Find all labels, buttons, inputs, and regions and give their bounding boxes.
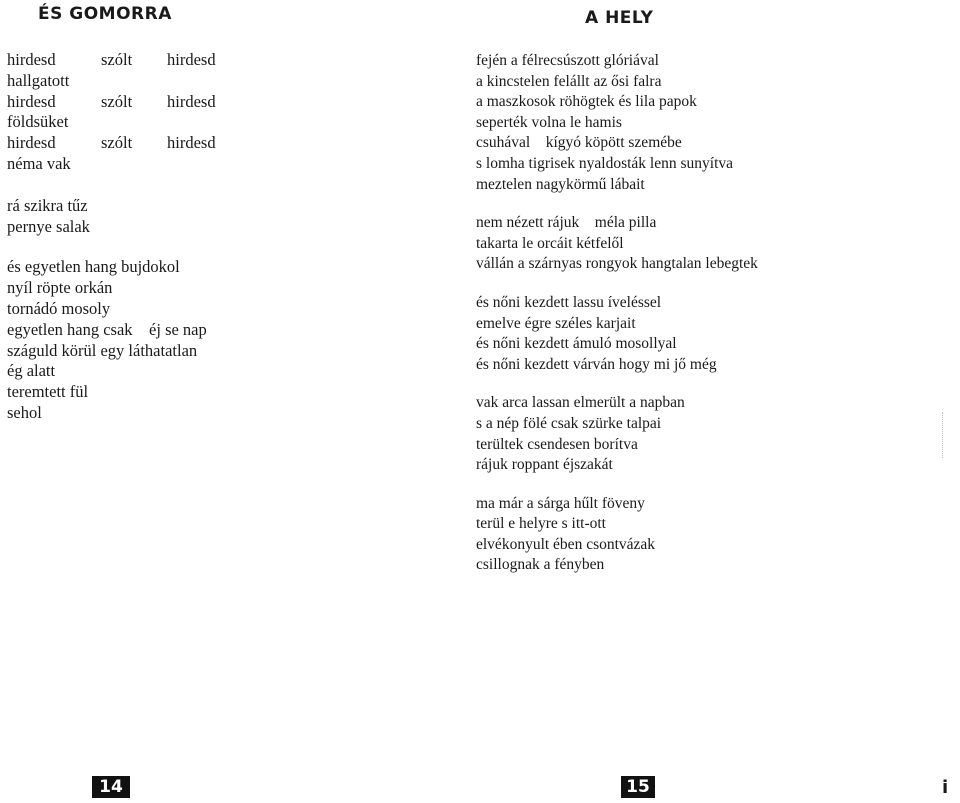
poem-line: és nőni kezdett várván hogy mi jő még [476,355,717,373]
poem-line: fején a félrecsúszott glóriával [476,52,659,69]
poem-line: ma már a sárga hűlt föveny [476,494,645,512]
poem-line: a kincstelen felállt az ősi falra [476,72,662,90]
poem-line: teremtett fül [7,382,89,402]
poem-line: vak arca lassan elmerült a napban [476,394,685,412]
right-page [470,0,960,803]
poem-line: seperték volna le hamis [476,113,622,131]
poem-line: a maszkosok röhögtek és lila papok [476,93,697,111]
stanza [476,494,946,576]
page-edge-shadow [942,412,943,458]
poem-line: és egyetlen hang bujdokol [7,257,180,277]
poem-left [7,50,447,445]
stanza [7,196,447,238]
left-page [0,0,470,803]
poem-line: vállán a szárnyas rongyok hangtalan lebegtek [476,255,758,273]
poem-line: hallgatott [7,70,70,90]
poem-line: terültek csendesen borítva [476,435,638,453]
poem-word: hirdesd [167,133,216,153]
stanza [476,393,946,475]
poem-line [7,133,447,154]
stanza [7,50,447,175]
poem-word: szólt [101,50,133,69]
poem-line: rá szikra tűz [7,195,88,215]
poem-line: s a nép fölé csak szürke talpai [476,414,662,432]
poem-line: néma vak [7,153,71,173]
stanza [476,51,946,195]
stanza [7,257,447,423]
poem-line [7,92,447,113]
poem-word: hirdesd [167,91,216,111]
page-number-right: 15 [621,776,655,798]
poem-line: tornádó mosoly [7,298,111,318]
poem-line: egyetlen hang csak éj se nap [7,319,207,339]
edge-mark: i [942,777,949,798]
poem-right [476,51,946,594]
stanza [476,293,946,375]
poem-line: s lomha tigrisek nyaldosták lenn sunyítva [476,154,734,172]
poem-word: hirdesd [7,133,56,153]
poem-line: nyíl röpte orkán [7,278,113,298]
stanza [476,213,946,275]
poem-word: szólt [101,91,133,111]
poem-line: csuhával kígyó köpött szemébe [476,134,682,152]
poem-line: pernye salak [7,216,90,236]
poem-line: meztelen nagykörmű lábait [476,175,645,193]
poem-line: rájuk roppant éjszakát [476,456,613,474]
poem-word: hirdesd [7,50,56,69]
poem-line: száguld körül egy láthatatlan [7,340,198,360]
poem-line: elvékonyult ében csontvázak [476,535,656,553]
poem-line: földsüket [7,112,69,132]
running-head-left: ÉS GOMORRA [38,4,172,24]
running-head-right: A HELY [585,8,654,28]
poem-line: nem nézett rájuk méla pilla [476,214,657,232]
poem-line: emelve égre széles karjait [476,314,636,332]
page-number-left: 14 [92,776,130,798]
poem-line: és nőni kezdett ámuló mosollyal [476,335,677,353]
poem-line: és nőni kezdett lassu íveléssel [476,293,662,311]
poem-line: sehol [7,402,42,422]
poem-line: terül e helyre s itt-ott [476,515,606,533]
poem-line: takarta le orcáit kétfelől [476,234,624,252]
poem-line: csillognak a fényben [476,556,605,574]
poem-word: hirdesd [7,91,56,111]
poem-line [7,50,447,71]
poem-line: ég alatt [7,361,56,381]
poem-word: szólt [101,133,133,153]
poem-word: hirdesd [167,50,216,69]
